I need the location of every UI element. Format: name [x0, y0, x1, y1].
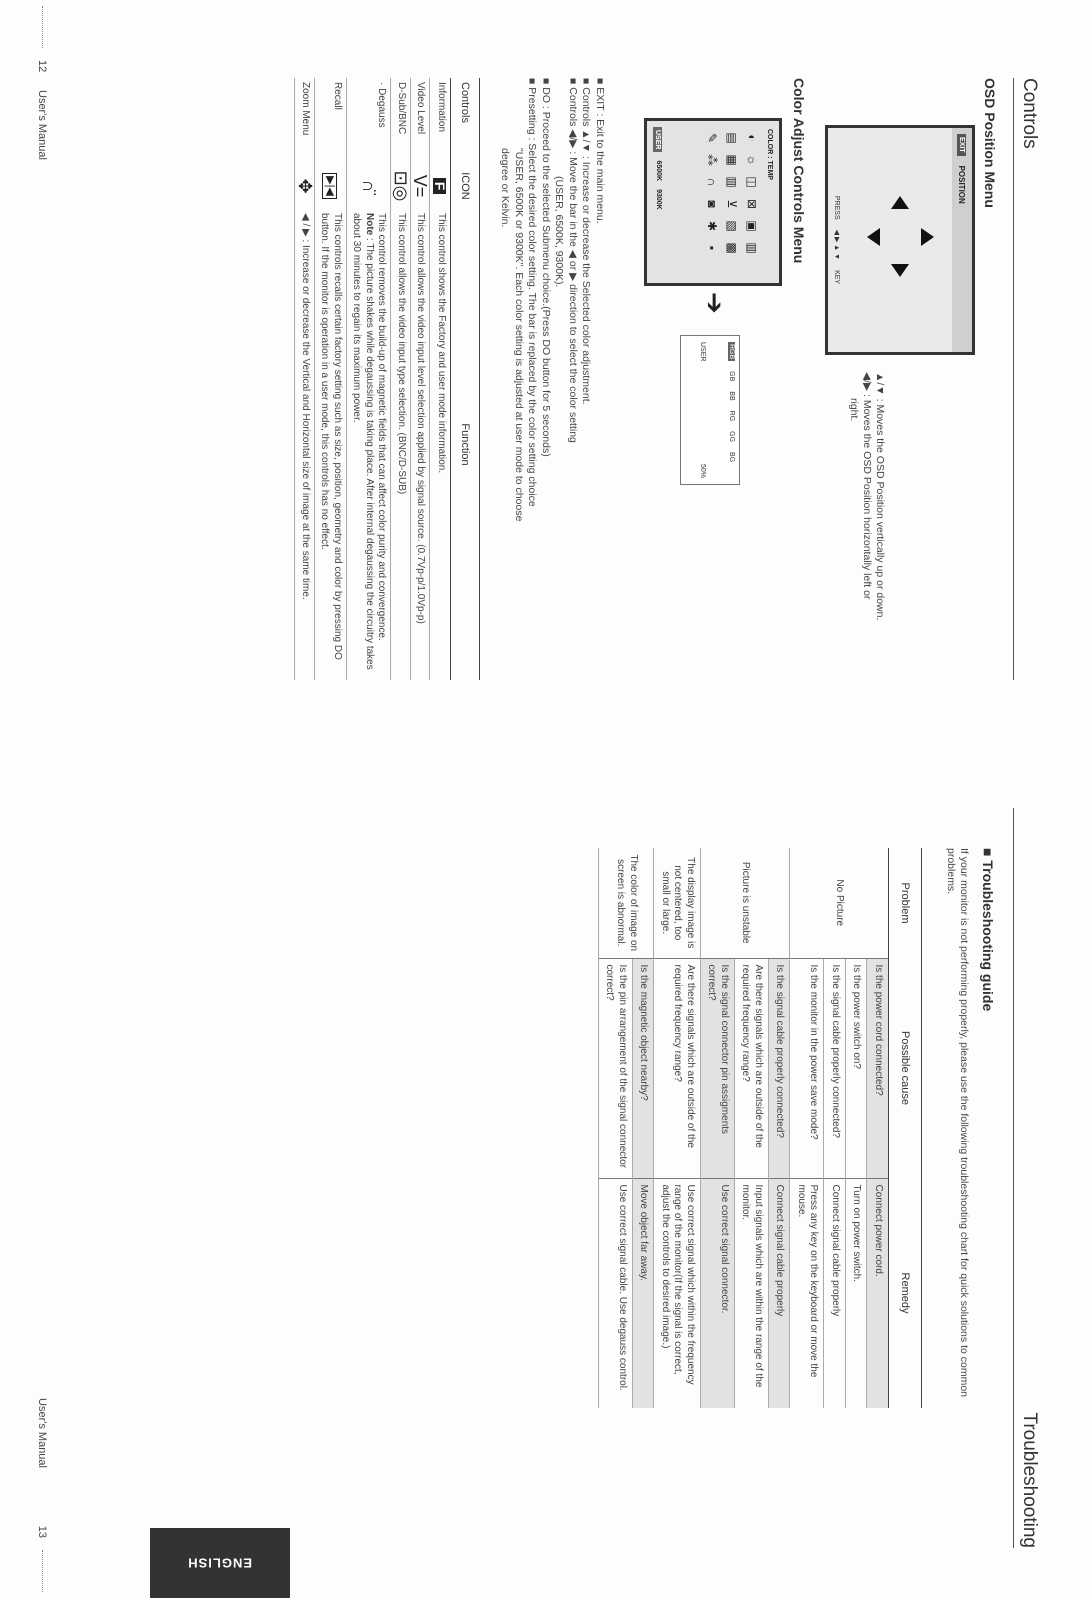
rgb-value: 50% [699, 463, 706, 478]
header-problem: Problem [889, 848, 922, 958]
table-row [430, 78, 451, 680]
header-cause: Possible cause [889, 958, 922, 1178]
osd-title-bar [952, 128, 972, 352]
table-row [347, 78, 392, 680]
footer-label: User's Manual [36, 90, 48, 160]
control-name: Video Level [411, 78, 431, 163]
osd-note-horizontal: ◀/▶ : Moves the OSD Position horizontally left or [861, 372, 873, 600]
remedy-cell: Connect signal cable properly [824, 1178, 846, 1408]
header-remedy: Remedy [889, 1178, 922, 1408]
bullet-presetting-cont2: degree or Kelvin. [499, 148, 512, 228]
cause-cell: Are there signals which are outside of the required frequency range? [735, 958, 769, 1178]
footer-rule [42, 1550, 43, 1592]
footer-rule [42, 6, 43, 48]
position-icon: ⊠ [745, 198, 759, 210]
degauss-icon: ∩̈ [347, 163, 392, 209]
color-adjust-screen [644, 118, 782, 286]
page-number: 13 [36, 1525, 48, 1538]
recall-small-icon: ◙ [705, 200, 719, 208]
control-function: This control removes the build-up of magnetic fields that can affect color purity and convergence. Note : The picture shakes while degaussing is taking place. After internal degaussing the circuitry takes about 30 minutes to regain its maximum power. [347, 209, 392, 680]
bullet-presetting: ■ Presetting : Select the desired color setting. The bar is replaced by the color setting choice [526, 78, 539, 507]
osd-position-label: POSITION [957, 165, 967, 204]
remedy-cell: Turn on power switch. [846, 1178, 868, 1408]
size-icon: ◫ [745, 176, 759, 188]
note-label: Note [364, 213, 375, 236]
control-function: This control allows the video input level selection applied by signal source. (0.7Vp-p/1.0Vp-p) [411, 209, 431, 680]
brightness-icon: ☼ [745, 154, 759, 166]
tab-9300k[interactable]: 9300K [655, 189, 662, 210]
osd-icon-grid [705, 131, 759, 263]
osd-press-label: PRESS [833, 195, 841, 220]
moire-icon: ▩ [725, 242, 739, 254]
zoom-icon: ✥ [295, 163, 315, 209]
title-rule [1013, 78, 1014, 680]
arrow-up-icon [921, 228, 934, 246]
problem-cell: The display image is not centered, too small or large. [654, 848, 701, 958]
control-function: ◀ / ▶ : Increase or decrease the Vertical and Horizontal size of image at the same time. [295, 209, 315, 680]
table-row [295, 78, 315, 680]
exit-small-icon: ▪ [705, 245, 719, 251]
header-icon: ICON [451, 163, 480, 209]
table-row [769, 848, 791, 1408]
rgb-col-gg: GG [728, 431, 735, 443]
cause-cell: Is the power switch on? [846, 958, 868, 1178]
remedy-cell: Use correct signal which within the frequency range of the monitor(If the signal is correct, adjust the controls to desired image.) [654, 1178, 701, 1408]
cause-cell: Are there signals which are outside of the required frequency range? [654, 958, 701, 1178]
osd-press-keys: ◀ ▶ ▲ ▼ [833, 229, 840, 261]
cause-cell: Is the signal cable properly connected? [824, 958, 846, 1178]
control-function: This controls recalls certain factory setting such as size, position, geometry and color by pressing DO button. If the monitor is operation in a user mode, this controls has no effect. [315, 209, 347, 680]
bullet-controls-leftright: ■ Controls ◀/▶ : Move the bar in the ◀ or ▶ direction to select the color setting [567, 78, 579, 443]
problem-cell: Picture is unstable [701, 848, 791, 958]
note-text: : The picture shakes while degaussing is taking place. After internal degaussing the circuitry takes about 30 minutes to regain its maximum power. [351, 213, 375, 670]
degauss-small-icon: ∩ [705, 177, 719, 187]
arrow-right-icon: ➔ [700, 292, 730, 314]
header-function: Function [451, 209, 480, 680]
rgb-panel [680, 335, 740, 485]
osd-note-vertical: ▲/▼ : Moves the OSD Position vertically up or down. [874, 372, 886, 621]
video-level-small-icon: ⊻ [725, 199, 739, 209]
control-name: · Degauss [347, 78, 392, 163]
zoom-small-icon: ✱ [705, 220, 719, 232]
color-adjust-heading: Color Adjust Controls Menu [791, 78, 807, 264]
remedy-cell: Connect signal cable properly [769, 1178, 791, 1408]
rgb-panel-columns [728, 342, 735, 478]
table-row [867, 848, 889, 1408]
troubleshooting-table [598, 848, 922, 1408]
info-icon: ▤ [725, 132, 739, 144]
remedy-cell: Use correct signal connector. [701, 1178, 735, 1408]
pincushion-icon: ▥ [745, 242, 759, 254]
cause-cell: Is the pin arrangement of the signal connector correct? [599, 958, 633, 1178]
controls-table-header [451, 78, 480, 680]
arrow-left-icon [891, 196, 909, 209]
table-row [315, 78, 347, 680]
rgb-col-bg: BG [728, 452, 735, 463]
page-number: 12 [36, 60, 48, 73]
page-title: Troubleshooting [1019, 1412, 1040, 1548]
header-controls: Controls [451, 78, 480, 163]
title-rule [1013, 808, 1014, 1548]
information-icon: F [434, 178, 447, 195]
controls-table [295, 78, 481, 680]
control-name: Zoom Menu [295, 78, 315, 163]
bullet-do: ■ DO : Proceed to the selected Submenu choice.(Press DO button for 5 seconds) [540, 78, 552, 457]
rgb-col-bb: BB [728, 391, 735, 401]
remedy-cell: Input signals which are within the range of the monitor. [735, 1178, 769, 1408]
geometry-icon: ▣ [745, 220, 759, 232]
input-icon: ▧ [725, 220, 739, 232]
recall-icon: ▶|◀ [322, 173, 337, 199]
troubleshooting-table-header [889, 848, 922, 1408]
bullet-presetting-cont1: "USER, 6500K or 9300K". Each color setting is adjusted at user mode to choose [513, 148, 525, 522]
troubleshooting-guide-heading: ■ Troubleshooting guide [980, 848, 996, 1012]
page-title: Controls [1019, 78, 1040, 149]
control-name: Information [430, 78, 451, 163]
video-level-icon: V= [411, 163, 431, 209]
dsub-bnc-icon: ⊡◎ [391, 163, 411, 209]
osd-position-screen [825, 125, 975, 355]
rgb-tag: RGB [728, 344, 735, 360]
tab-6500k[interactable]: 6500K [655, 160, 662, 182]
problem-cell: No Picture [790, 848, 889, 958]
osd-footer [828, 128, 846, 352]
remedy-cell: Use correct signal cable. Use degauss control. [599, 1178, 633, 1408]
language-icon: ⁂ [705, 154, 719, 166]
arrow-down-icon [867, 228, 880, 246]
language-tab: ENGLISH [150, 1528, 290, 1598]
right-page [0, 808, 1092, 1598]
troubleshooting-intro: If your monitor is not performing properly, please use the following troubleshooting chart for quick solutions to common problems. [945, 848, 970, 1397]
table-row [391, 78, 411, 680]
rgb-panel-status [699, 342, 706, 478]
remedy-cell: Connect power cord. [867, 1178, 889, 1408]
color-adjust-bullets [498, 78, 606, 758]
function-icon: ▦ [725, 154, 739, 166]
control-name: Recall [315, 78, 347, 163]
table-row [411, 78, 431, 680]
control-name: D-Sub/BNC [391, 78, 411, 163]
control-function: This control allows the video input type selection. (BNC/D-SUB) [391, 209, 411, 680]
osd-position-notes [847, 372, 886, 692]
color-icon: ✎ [705, 132, 719, 144]
cause-cell: Is the signal cable properly connected? [769, 958, 791, 1178]
contrast-icon: ◐ [745, 134, 759, 142]
tab-user[interactable]: USER [653, 127, 662, 152]
left-page [0, 0, 1092, 790]
remedy-cell: Move object far away. [633, 1178, 655, 1408]
color-temp-tabs [653, 127, 662, 210]
bullet-controls-updown: ■ Controls ▲/▼ : Increase or decrease the Selected color adjustment. [580, 78, 593, 405]
osd-exit-tag: EXIT [958, 134, 967, 156]
table-row [654, 848, 701, 1408]
cause-cell: Is the signal connector pin assigments correct? [701, 958, 735, 1178]
problem-cell: The color of image on screen is abnormal. [599, 848, 655, 958]
table-row [633, 848, 655, 1408]
cause-cell: Is the magnetic object nearby? [633, 958, 655, 1178]
footer-label: User's Manual [36, 1398, 48, 1468]
rgb-col-gb: GB [728, 371, 735, 382]
osd-position-heading: OSD Position Menu [982, 78, 998, 208]
bullet-controls-leftright-cont: (USER, 6500K, 9300K). [553, 176, 566, 288]
remedy-cell: Press any key on the keyboard or move the mouse. [790, 1178, 824, 1408]
level-icon: ▥ [725, 176, 739, 188]
rgb-user-label: USER [699, 342, 706, 362]
arrow-right-icon [891, 264, 909, 277]
cause-cell: Is the monitor in the power save mode? [790, 958, 824, 1178]
osd-note-horizontal-cont: right. [848, 398, 860, 422]
osd-key-label: KEY [833, 270, 841, 285]
rgb-col-rg: RG [728, 410, 735, 422]
color-temp-label: COLOR : TEMP [766, 129, 773, 180]
cause-cell: Is the power cord connected? [867, 958, 889, 1178]
control-function: This control shows the Factory and user mode information. [430, 209, 451, 680]
bullet-exit: ■ EXIT : Exit to the main menu. [594, 78, 606, 224]
